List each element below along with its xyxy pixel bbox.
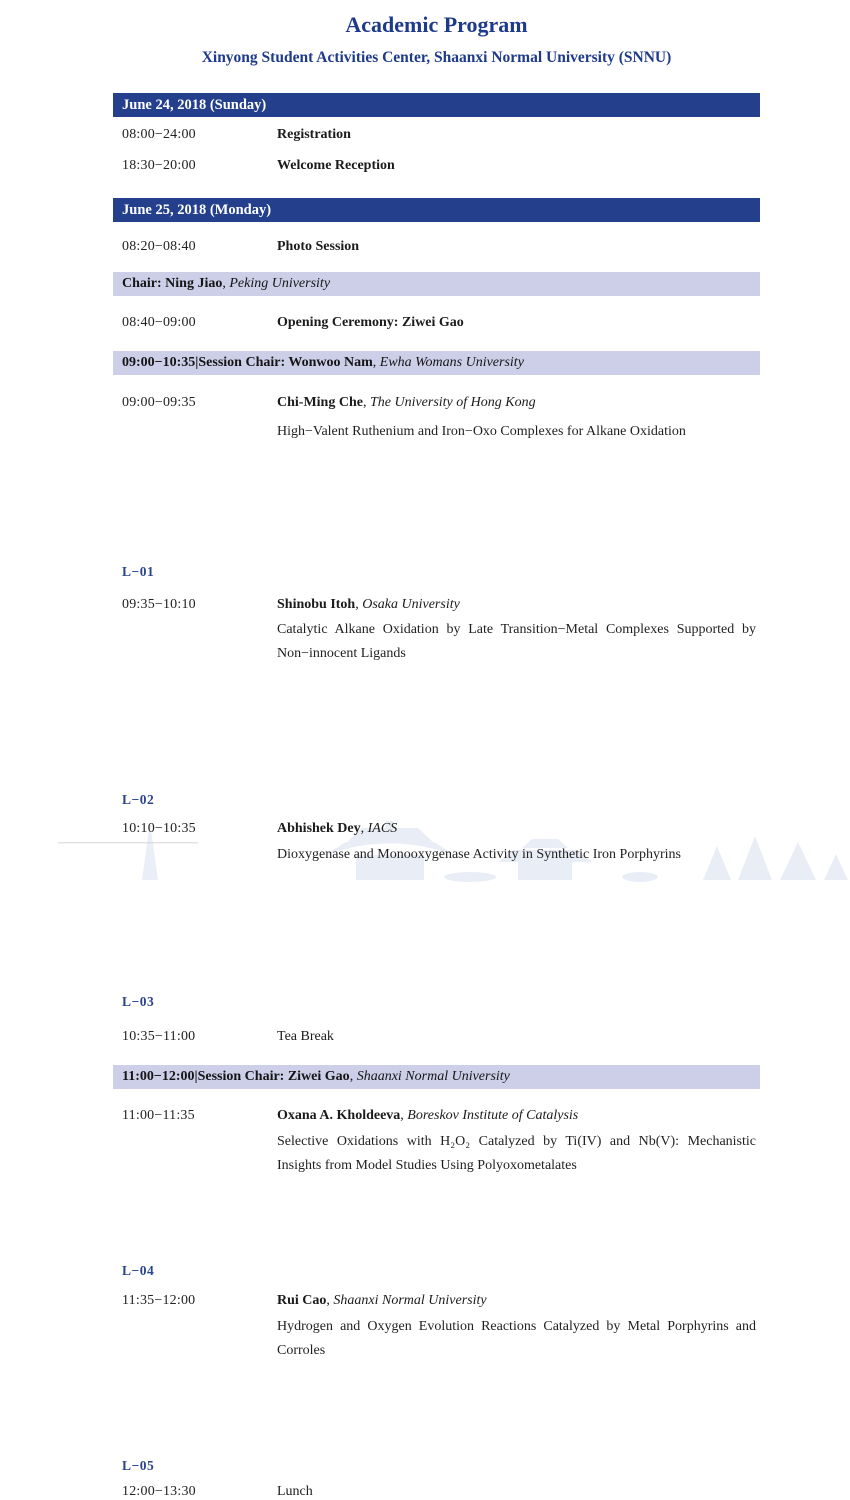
speaker-name: Shinobu Itoh: [277, 597, 356, 612]
event-label: Registration: [277, 127, 351, 142]
lecture-right-column: [277, 1107, 760, 1279]
event-label: Tea Break: [277, 1029, 334, 1044]
separator: ,: [222, 276, 230, 291]
chair-affiliation: Peking University: [229, 276, 331, 291]
lecture-entry-L02: [113, 596, 760, 808]
speaker-affiliation: The University of Hong Kong: [369, 395, 536, 410]
separator: ,: [400, 1108, 408, 1123]
schedule-row-welcome-reception: [113, 157, 760, 174]
lecture-title: High−Valent Ruthenium and Iron−Oxo Complexes for Alkane Oxidation: [277, 424, 686, 439]
date-header-label: June 24, 2018 (Sunday): [122, 97, 267, 113]
lecture-title: Catalytic Alkane Oxidation by Late Transition−Metal Complexes Supported by Non−innocent Ligands: [277, 622, 756, 661]
date-header-label: June 25, 2018 (Monday): [122, 202, 272, 218]
speaker-line: [277, 1107, 756, 1124]
time-cell: 08:00−24:00: [122, 127, 196, 142]
lecture-code: L−03: [122, 994, 155, 1009]
time-cell: 11:35−12:00: [122, 1293, 196, 1308]
lecture-right-column: [277, 820, 760, 1010]
lecture-code: L−04: [122, 1263, 155, 1278]
lecture-right-column: [277, 1292, 760, 1474]
speaker-line: [277, 596, 756, 613]
speaker-affiliation: Boreskov Institute of Catalysis: [407, 1108, 579, 1123]
lecture-code: L−05: [122, 1458, 155, 1473]
lecture-entry-L01: [113, 394, 760, 580]
speaker-line: [277, 394, 756, 411]
speaker-name: Oxana A. Kholdeeva: [277, 1108, 401, 1123]
lecture-left-column: [122, 1292, 277, 1474]
page-subtitle: Xinyong Student Activities Center, Shaanxi Normal University (SNNU): [201, 49, 672, 66]
schedule-row-registration: [113, 126, 760, 143]
lecture-code: L−02: [122, 792, 155, 807]
session-bar-2: [113, 1065, 760, 1089]
session-time-chair: 09:00−10:35|Session Chair: Wonwoo Nam: [122, 355, 373, 370]
lecture-left-column: [122, 1107, 277, 1279]
date-header-june24: [113, 93, 760, 117]
session-bar-1: [113, 351, 760, 375]
lecture-title: Dioxygenase and Monooxygenase Activity in Synthetic Iron Porphyrins: [277, 847, 681, 862]
time-cell: 10:35−11:00: [122, 1029, 196, 1044]
lecture-left-column: [122, 596, 277, 808]
schedule-row-lunch: [113, 1483, 760, 1500]
separator: ,: [360, 821, 368, 836]
time-cell: 09:35−10:10: [122, 597, 196, 612]
separator: ,: [372, 355, 380, 370]
lecture-left-column: [122, 394, 277, 580]
page-title: Academic Program: [345, 12, 528, 37]
lecture-code: L−01: [122, 564, 155, 579]
time-cell: 10:10−10:35: [122, 821, 196, 836]
event-label: Welcome Reception: [277, 158, 395, 173]
program-content: [113, 0, 760, 1500]
speaker-name: Chi-Ming Che: [277, 395, 363, 410]
event-label: Lunch: [277, 1484, 313, 1499]
time-cell: 18:30−20:00: [122, 158, 196, 173]
session-chair-affiliation: Shaanxi Normal University: [356, 1069, 510, 1084]
separator: ,: [349, 1069, 357, 1084]
time-cell: 09:00−09:35: [122, 395, 196, 410]
separator: ,: [355, 597, 363, 612]
event-label: Opening Ceremony: Ziwei Gao: [277, 315, 464, 330]
time-cell: 12:00−13:30: [122, 1484, 196, 1499]
lecture-entry-L03: [113, 820, 760, 1010]
lecture-title: Hydrogen and Oxygen Evolution Reactions Catalyzed by Metal Porphyrins and Corroles: [277, 1319, 756, 1358]
speaker-line: [277, 1292, 756, 1309]
time-cell: 08:40−09:00: [122, 315, 196, 330]
speaker-affiliation: Osaka University: [362, 597, 460, 612]
lecture-entry-L05: [113, 1292, 760, 1474]
schedule-row-opening-ceremony: [113, 314, 760, 331]
chair-bar-ning-jiao: [113, 272, 760, 296]
speaker-affiliation: IACS: [367, 821, 398, 836]
speaker-affiliation: Shaanxi Normal University: [333, 1293, 487, 1308]
speaker-line: [277, 820, 756, 837]
date-header-june25: [113, 198, 760, 222]
separator: ,: [326, 1293, 334, 1308]
session-chair-affiliation: Ewha Womans University: [379, 355, 524, 370]
separator: ,: [362, 395, 370, 410]
lecture-right-column: [277, 596, 760, 808]
lecture-right-column: [277, 394, 760, 580]
lecture-title: Selective Oxidations with H₂O₂ Catalyzed by Ti(IV) and Nb(V): Mechanistic Insights from Model Studies Using Polyoxometalates: [277, 1134, 756, 1173]
session-time-chair: 11:00−12:00|Session Chair: Ziwei Gao: [122, 1069, 350, 1084]
event-label: Photo Session: [277, 239, 360, 254]
lecture-entry-L04: [113, 1107, 760, 1279]
chair-name: Chair: Ning Jiao: [122, 276, 223, 291]
speaker-name: Abhishek Dey: [277, 821, 361, 836]
lecture-left-column: [122, 820, 277, 1010]
schedule-row-photo-session: [113, 238, 760, 255]
time-cell: 11:00−11:35: [122, 1108, 195, 1123]
time-cell: 08:20−08:40: [122, 239, 196, 254]
speaker-name: Rui Cao: [277, 1293, 327, 1308]
schedule-row-tea-break: [113, 1028, 760, 1045]
